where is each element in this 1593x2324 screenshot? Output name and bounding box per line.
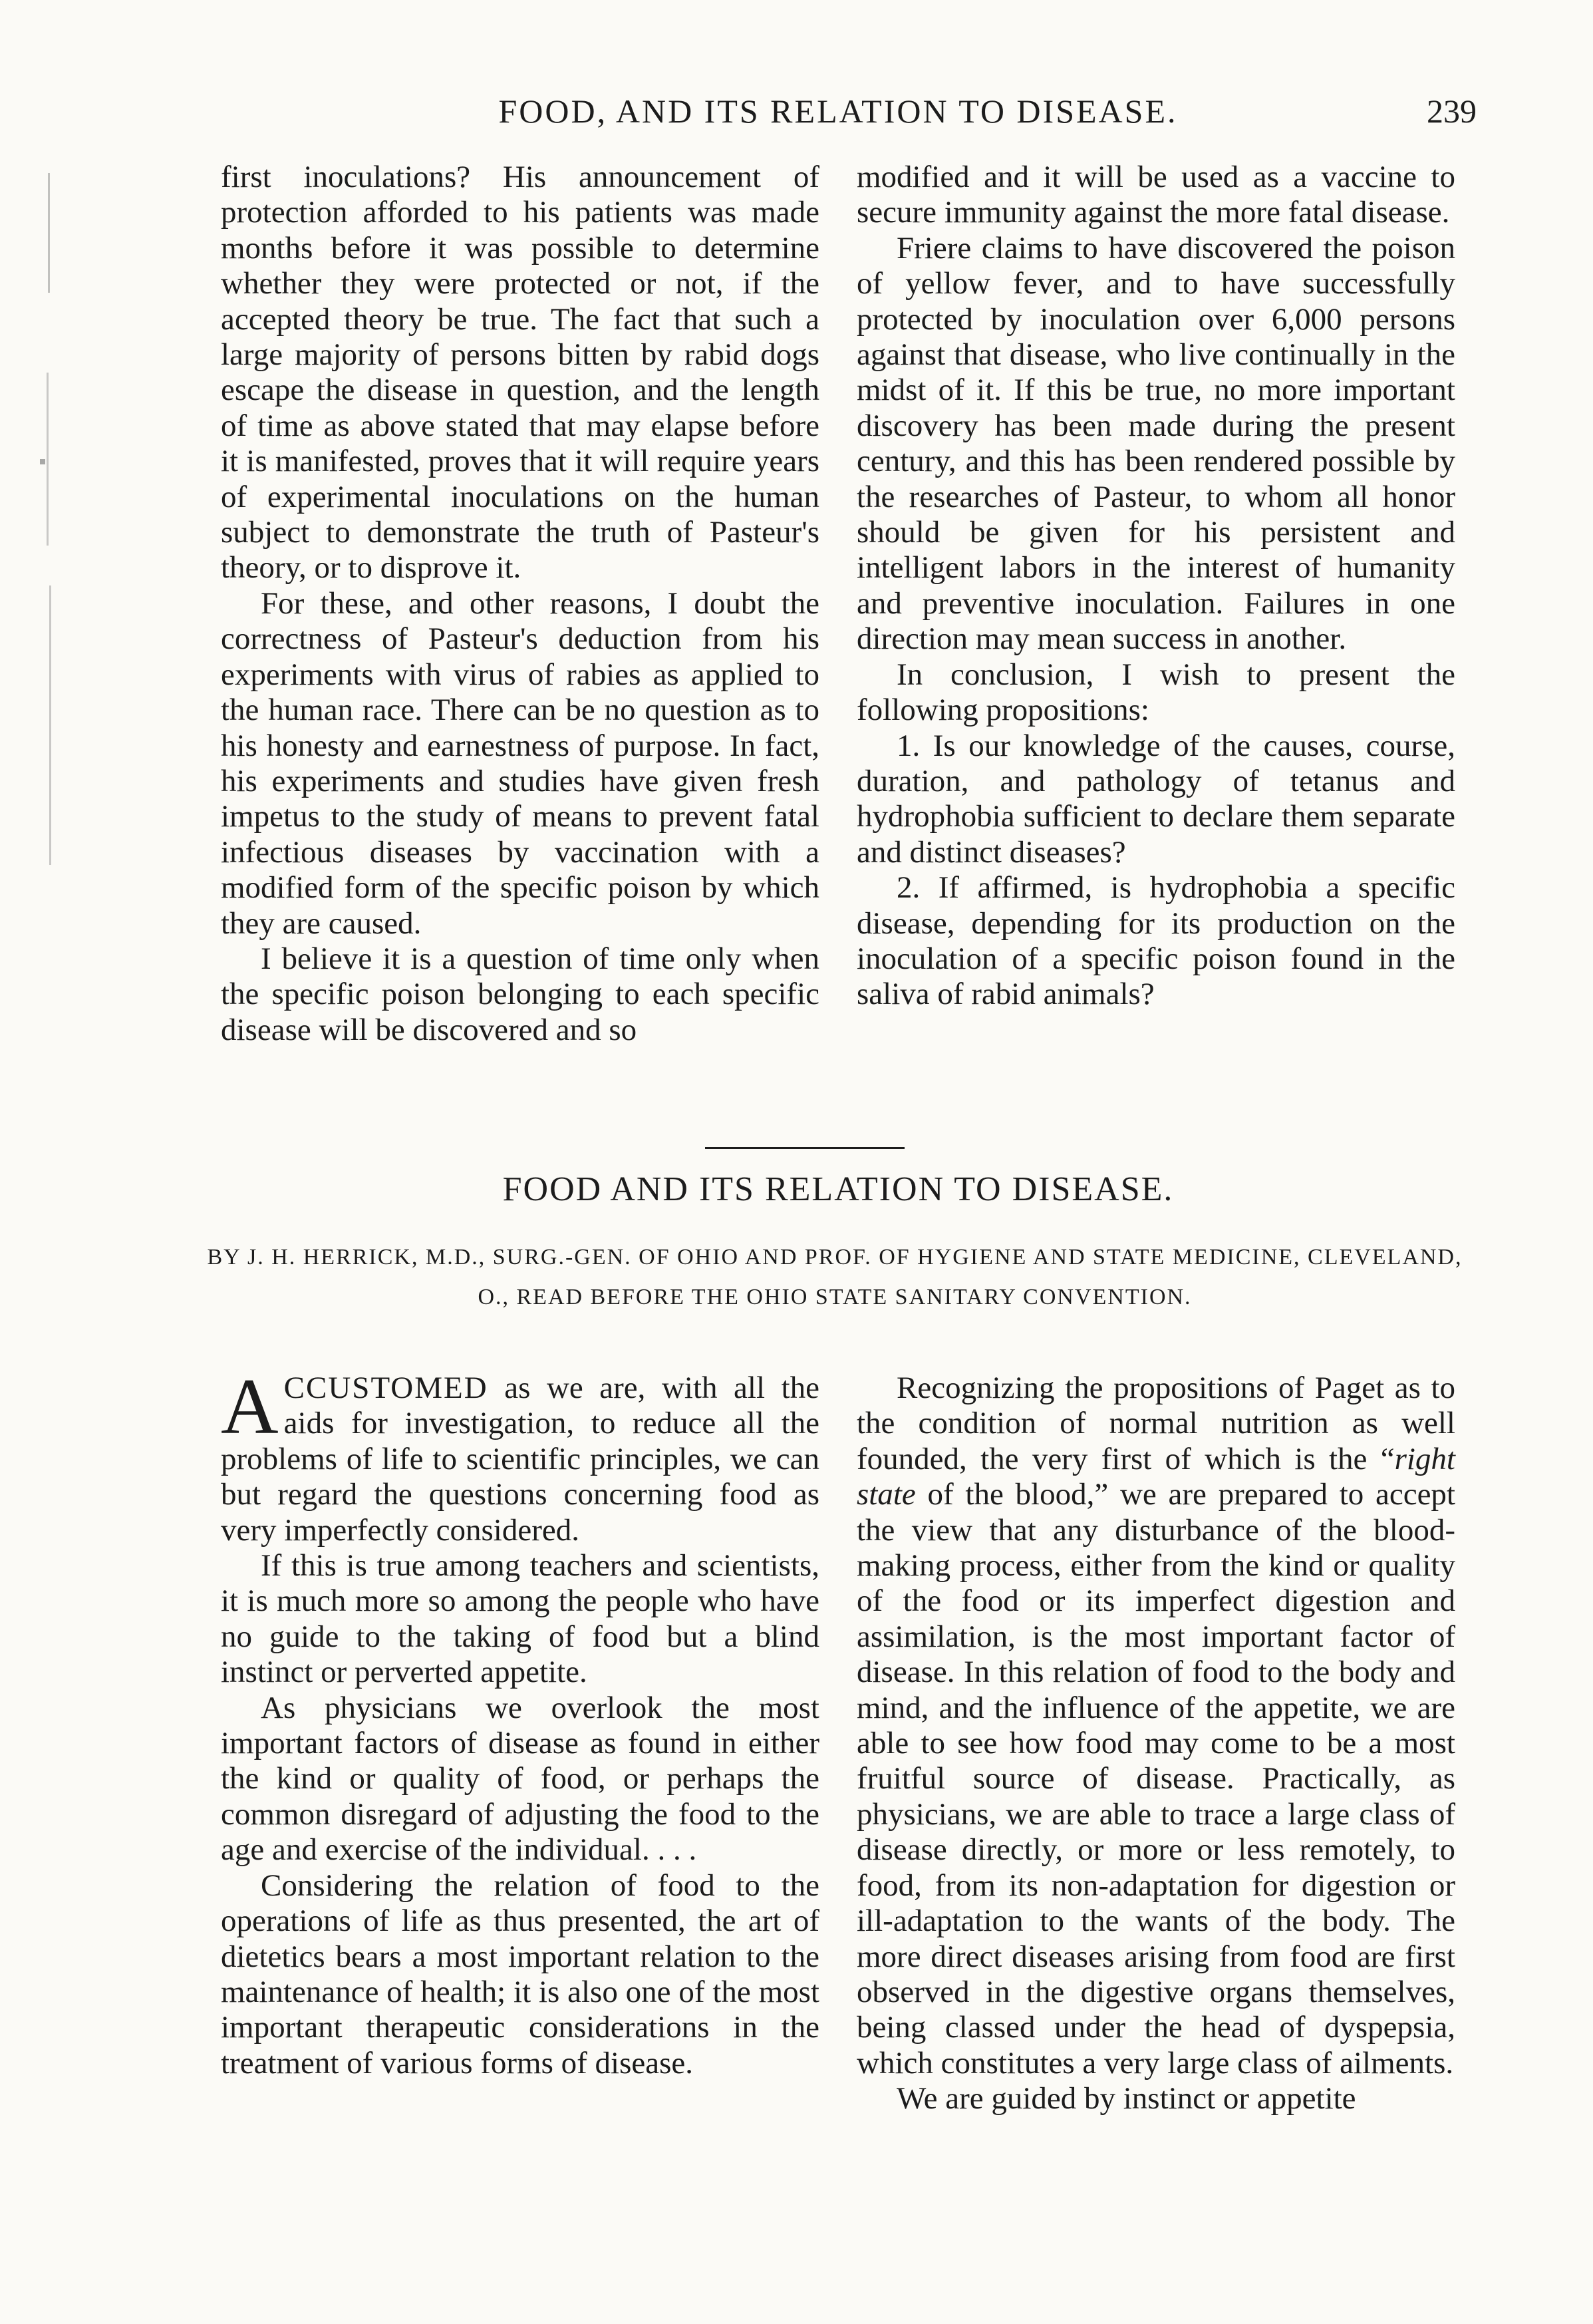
article-right-column xyxy=(857,1371,1455,2117)
paragraph xyxy=(857,1371,1455,2081)
section-divider xyxy=(705,1147,905,1149)
paragraph: As physicians we overlook the most important factors of disease as found in either the kind or quality of food, or perhaps the common disregard of adjusting the food to the age and exercise of the individual. . . . xyxy=(221,1690,819,1868)
scan-mark xyxy=(49,585,51,865)
paragraph: I believe it is a question of time only when the specific poison belonging to each specific disease will be discovered and so xyxy=(221,941,819,1047)
paragraph: In conclusion, I wish to present the following propositions: xyxy=(857,657,1455,728)
paragraph: For these, and other reasons, I doubt the correctness of Pasteur's deduction from his experiments with virus of rabies as applied to the human race. There can be no question as to his honesty and earnestness of purpose. In fact, his experiments and studies have given fresh impetus to the study of means to prevent fatal infectious diseases by vaccination with a modified form of the specific poison by which they are caused. xyxy=(221,585,819,941)
paragraph: If this is true among teachers and scientists, it is much more so among the people who have no guide to the taking of food but a blind instinct or perverted appetite. xyxy=(221,1548,819,1690)
page-number: 239 xyxy=(1427,92,1477,130)
article-left-column xyxy=(221,1362,819,2081)
paragraph: first inoculations? His announcement of protection afforded to his patients was made months before it was possible to determine whether they were protected or not, if the accepted theory be true. The fact that such a large majority of persons bitten by rabid dogs escape the disease in question, and the length of time as above stated that may elapse before it is manifested, proves that it will require years of experimental inoculations on the human subject to demonstrate the truth of Pasteur's theory, or to disprove it. xyxy=(221,160,819,585)
paragraph: modified and it will be used as a vaccine to secure immunity against the more fatal disease. xyxy=(857,160,1455,230)
drop-cap: A xyxy=(221,1362,279,1450)
running-title: FOOD, AND ITS RELATION TO DISEASE. xyxy=(498,92,1178,130)
top-left-column xyxy=(221,160,819,1048)
scan-mark xyxy=(48,173,50,293)
scan-mark xyxy=(40,459,45,464)
proposition: 2. If affirmed, is hydrophobia a specific disease, depending for its production on the inoculation of a specific poison found in the saliva of rabid animals? xyxy=(857,870,1455,1012)
paragraph-text: of the blood,” we are prepared to accept the view that any disturbance of the blood-making process, either from the kind or quality of the food or its imperfect digestion and assimilation, is the most important factor of disease. In this relation of food to the body and mind, and the influence of the appetite, we are able to see how food may come to be a most fruitful source of disease. Practically, as physicians, we are able to trace a large class of disease directly, or more or less remotely, to food, from its non-adaptation for digestion or ill-adaptation to the wants of the body. The more direct diseases arising from food are first observed in the digestive organs themselves, being classed under the head of dyspepsia, which constitutes a very large class of ailments. xyxy=(857,1477,1455,2080)
paragraph-text: Recognizing the propositions of Paget as to the condition of normal nutrition as well founded, the very first of which is the “ xyxy=(857,1371,1455,1476)
article-byline: BY J. H. HERRICK, M.D., SURG.-GEN. OF OHIO AND PROF. OF HYGIENE AND STATE MEDICINE, CLEVELAND, O., READ BEFORE THE OHIO STATE SANITARY CONVENTION. xyxy=(207,1245,1463,1309)
article-title: FOOD AND ITS RELATION TO DISEASE. xyxy=(502,1170,1174,1208)
proposition: 1. Is our knowledge of the causes, course, duration, and pathology of tetanus and hydrophobia sufficient to declare them separate and distinct diseases? xyxy=(857,728,1455,870)
scan-mark xyxy=(47,373,49,546)
opening-word: CCUSTOMED xyxy=(283,1371,488,1405)
italic-phrase: right state xyxy=(857,1441,1455,1512)
paragraph: We are guided by instinct or appetite xyxy=(897,2081,1356,2116)
opening-text: as we are, with all the aids for investigation, to reduce all the problems of life to scientific principles, we can but regard the questions concerning food as very imperfectly considered. xyxy=(221,1371,819,1548)
paragraph: Friere claims to have discovered the poison of yellow fever, and to have successfully protected by inoculation over 6,000 persons against that disease, who live continually in the midst of it. If this be true, no more important discovery has been made during the present century, and this has been rendered possible by the researches of Pasteur, to whom all honor should be given for his persistent and intelligent labors in the interest of humanity and preventive inoculation. Failures in one direction may mean success in another. xyxy=(857,230,1455,657)
opening-paragraph xyxy=(221,1362,819,1548)
paragraph: Considering the relation of food to the operations of life as thus presented, the art of dietetics bears a most important relation to the maintenance of health; it is also one of the most important therapeutic considerations in the treatment of various forms of disease. xyxy=(221,1868,819,2080)
top-right-column xyxy=(857,160,1455,1013)
